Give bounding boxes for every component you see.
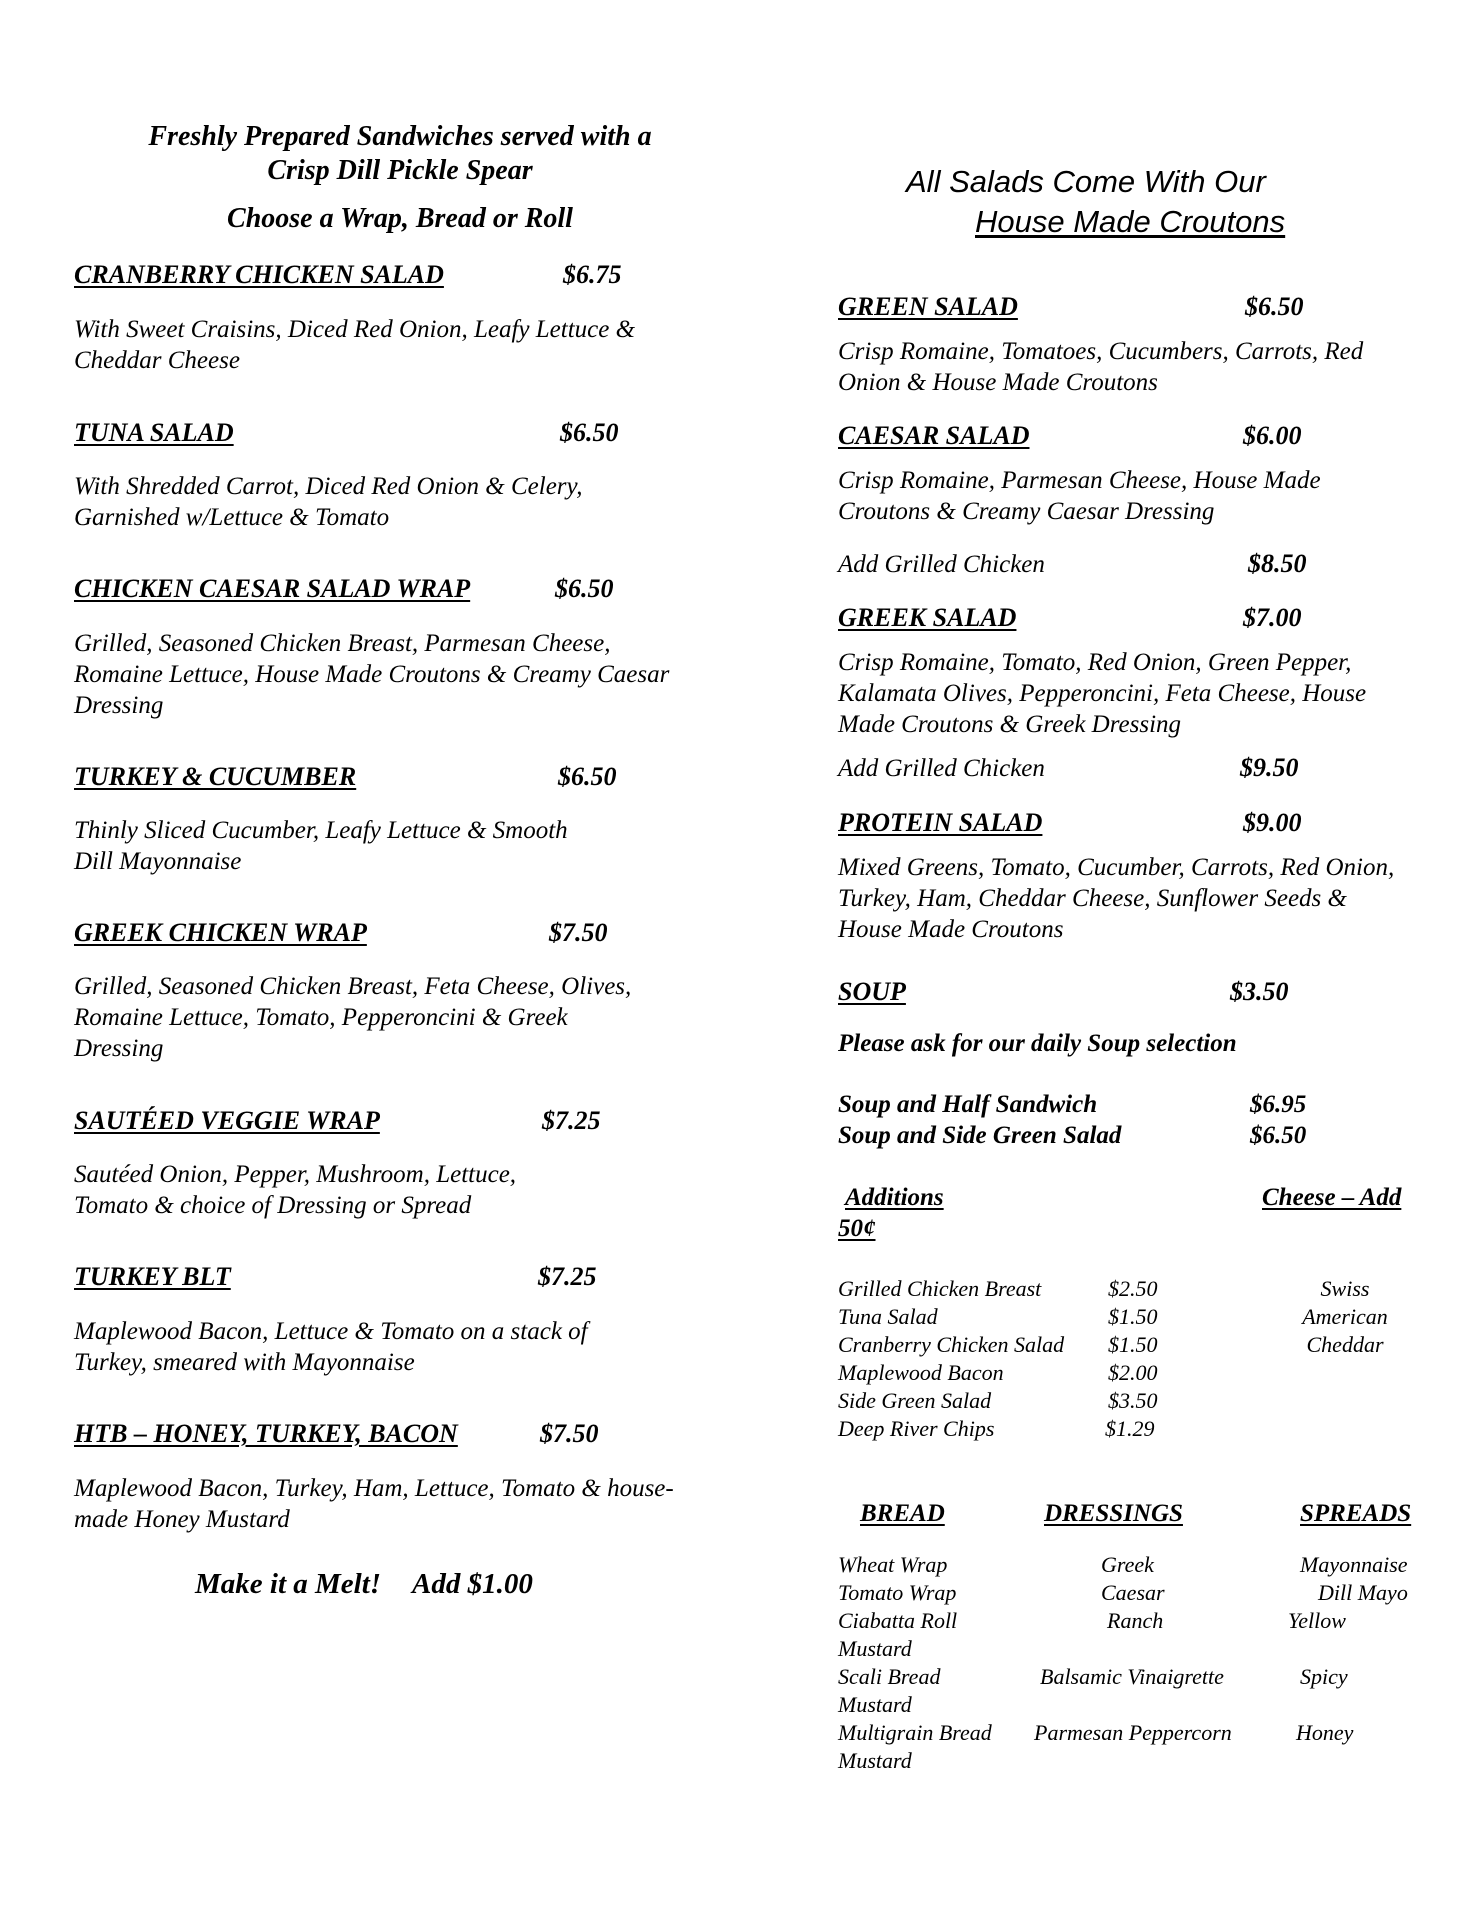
sandwich-header — [60, 120, 740, 188]
additions-list — [838, 1275, 1064, 1443]
salad-price-greek: $7.00 — [1243, 603, 1302, 632]
item-desc-turkey-cucumber: Thinly Sliced Cucumber, Leafy Lettuce & Smooth Dill Mayonnaise — [74, 817, 568, 875]
soup-name: SOUP — [838, 977, 906, 1006]
salad-header-line1: All Salads Come With Our — [906, 164, 1266, 199]
melt-option: Make it a Melt! — [195, 1568, 382, 1600]
bread-option: Scali Bread — [838, 1664, 941, 1689]
item-desc-chicken-caesar-wrap: Grilled, Seasoned Chicken Breast, Parmesan Cheese, Romaine Lettuce, House Made Croutons & Creamy Caesar Dressing — [74, 630, 670, 719]
item-price-tuna-salad: $6.50 — [560, 418, 619, 447]
spread-option: Yellow — [1288, 1608, 1346, 1633]
item-price-greek-chicken-wrap: $7.50 — [549, 918, 608, 947]
bread-option: Wheat Wrap — [838, 1552, 948, 1577]
dressing-option: Ranch — [1107, 1608, 1164, 1633]
combo-price-side-salad: $6.50 — [1250, 1122, 1307, 1149]
addition-name: Tuna Salad — [838, 1304, 938, 1329]
spread-option: Dill Mayo — [1318, 1580, 1408, 1605]
greek-addon-label: Add Grilled Chicken — [838, 755, 1045, 782]
salad-name-greek: GREEK SALAD — [838, 603, 1017, 632]
bread-option: Ciabatta Roll — [838, 1608, 958, 1633]
spread-option: Honey — [1296, 1720, 1354, 1745]
cheese-list — [1270, 1275, 1420, 1359]
item-price-sauteed-veggie-wrap: $7.25 — [542, 1106, 601, 1135]
cheese-title: Cheese – Add — [1262, 1184, 1402, 1211]
bread-option: Multigrain Bread — [838, 1720, 992, 1745]
item-desc-sauteed-veggie-wrap: Sautéed Onion, Pepper, Mushroom, Lettuce, Tomato & choice of Dressing or Spread — [74, 1161, 517, 1219]
item-name-turkey-cucumber: TURKEY & CUCUMBER — [74, 762, 357, 791]
wrap-choice-header: Choose a Wrap, Bread or Roll — [227, 203, 573, 234]
addition-name: Deep River Chips — [838, 1416, 995, 1441]
spread-wrap: Mustard — [838, 1748, 912, 1773]
cheese-option: Swiss — [1320, 1276, 1370, 1301]
addition-name: Maplewood Bacon — [838, 1360, 1004, 1385]
item-name-htb: HTB – HONEY, TURKEY, BACON — [74, 1419, 458, 1448]
additions-title: Additions — [845, 1184, 944, 1211]
soup-price: $3.50 — [1230, 977, 1289, 1006]
salad-header-line2: House Made Croutons — [975, 204, 1286, 239]
spreads-title: SPREADS — [1300, 1500, 1412, 1527]
salad-price-caesar: $6.00 — [1243, 421, 1302, 450]
addition-price: $1.29 — [1105, 1416, 1155, 1441]
dressing-option: Caesar — [1101, 1580, 1165, 1605]
greek-addon-price: $9.50 — [1240, 753, 1299, 782]
dressing-option: Greek — [1101, 1552, 1154, 1577]
addition-name: Side Green Salad — [838, 1388, 992, 1413]
item-name-greek-chicken-wrap: GREEK CHICKEN WRAP — [74, 918, 367, 947]
addition-price: $2.50 — [1108, 1276, 1158, 1301]
item-name-cranberry-chicken-salad: CRANBERRY CHICKEN SALAD — [74, 260, 444, 289]
spread-option: Mayonnaise — [1300, 1552, 1408, 1577]
sandwich-header-line1: Freshly Prepared Sandwiches served with a — [148, 121, 652, 152]
combo-name-half-sandwich: Soup and Half Sandwich — [838, 1091, 1098, 1118]
soup-note: Please ask for our daily Soup selection — [838, 1030, 1237, 1057]
addition-price: $2.00 — [1108, 1360, 1158, 1385]
salad-desc-green: Crisp Romaine, Tomatoes, Cucumbers, Carrots, Red Onion & House Made Croutons — [838, 338, 1364, 396]
caesar-addon-price: $8.50 — [1248, 549, 1307, 578]
item-name-tuna-salad: TUNA SALAD — [74, 418, 234, 447]
item-desc-greek-chicken-wrap: Grilled, Seasoned Chicken Breast, Feta Cheese, Olives, Romaine Lettuce, Tomato, Pepperoncini & Greek Dressing — [74, 973, 632, 1062]
combo-name-side-salad: Soup and Side Green Salad — [838, 1122, 1122, 1149]
dressings-title: DRESSINGS — [1044, 1500, 1183, 1527]
salad-desc-protein: Mixed Greens, Tomato, Cucumber, Carrots, Red Onion, Turkey, Ham, Cheddar Cheese, Sunflower Seeds & House Made Croutons — [838, 854, 1395, 943]
item-name-sauteed-veggie-wrap: SAUTÉED VEGGIE WRAP — [74, 1106, 380, 1135]
item-price-turkey-blt: $7.25 — [538, 1262, 597, 1291]
item-price-chicken-caesar-wrap: $6.50 — [555, 574, 614, 603]
additions-prices — [1105, 1275, 1158, 1443]
cheese-price: 50¢ — [838, 1215, 876, 1242]
item-name-turkey-blt: TURKEY BLT — [74, 1262, 231, 1291]
sandwich-header-line2: Crisp Dill Pickle Spear — [267, 155, 533, 186]
addition-price: $1.50 — [1108, 1304, 1158, 1329]
addition-name: Grilled Chicken Breast — [838, 1276, 1042, 1301]
addition-price: $1.50 — [1108, 1332, 1158, 1357]
dressing-option: Balsamic Vinaigrette — [1040, 1664, 1224, 1689]
caesar-addon-label: Add Grilled Chicken — [838, 551, 1045, 578]
cheese-option: American — [1302, 1304, 1388, 1329]
item-price-cranberry-chicken-salad: $6.75 — [563, 260, 622, 289]
addition-price: $3.50 — [1108, 1388, 1158, 1413]
addition-name: Cranberry Chicken Salad — [838, 1332, 1065, 1357]
cheese-option: Cheddar — [1306, 1332, 1384, 1357]
bread-title: BREAD — [860, 1500, 945, 1527]
item-desc-cranberry-chicken-salad: With Sweet Craisins, Diced Red Onion, Leafy Lettuce & Cheddar Cheese — [74, 316, 636, 374]
salad-price-green: $6.50 — [1245, 292, 1304, 321]
item-name-chicken-caesar-wrap: CHICKEN CAESAR SALAD WRAP — [74, 574, 471, 603]
salad-name-protein: PROTEIN SALAD — [838, 808, 1043, 837]
salad-name-caesar: CAESAR SALAD — [838, 421, 1030, 450]
spread-wrap: Mustard — [838, 1692, 912, 1717]
item-desc-tuna-salad: With Shredded Carrot, Diced Red Onion & Celery, Garnished w/Lettuce & Tomato — [74, 473, 583, 531]
salad-price-protein: $9.00 — [1243, 808, 1302, 837]
item-price-turkey-cucumber: $6.50 — [558, 762, 617, 791]
salad-name-green: GREEN SALAD — [838, 292, 1018, 321]
salad-desc-greek: Crisp Romaine, Tomato, Red Onion, Green Pepper, Kalamata Olives, Pepperoncini, Feta Cheese, House Made Croutons & Greek Dressing — [838, 649, 1367, 738]
bread-option: Tomato Wrap — [838, 1580, 957, 1605]
spread-option: Spicy — [1300, 1664, 1348, 1689]
item-price-htb: $7.50 — [540, 1419, 599, 1448]
spread-wrap: Mustard — [838, 1636, 912, 1661]
combo-price-half-sandwich: $6.95 — [1250, 1091, 1307, 1118]
item-desc-htb: Maplewood Bacon, Turkey, Ham, Lettuce, Tomato & house-made Honey Mustard — [74, 1475, 674, 1533]
dressing-option: Parmesan Peppercorn — [1034, 1720, 1232, 1745]
item-desc-turkey-blt: Maplewood Bacon, Lettuce & Tomato on a stack of Turkey, smeared with Mayonnaise — [74, 1318, 588, 1376]
melt-price: Add $1.00 — [412, 1568, 533, 1600]
salad-desc-caesar: Crisp Romaine, Parmesan Cheese, House Made Croutons & Creamy Caesar Dressing — [838, 467, 1321, 525]
